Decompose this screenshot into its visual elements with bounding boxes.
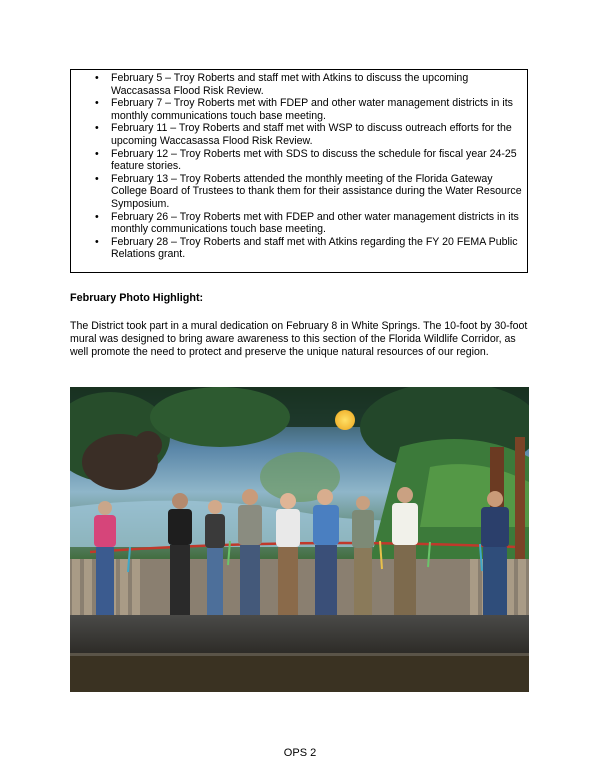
list-item: • February 28 – Troy Roberts and staff met with Atkins regarding the FY 20 FEMA Public Relations grant. bbox=[111, 236, 527, 261]
photo-highlight-paragraph: The District took part in a mural dedication on February 8 in White Springs. The 10-foot by 30-foot mural was designed to bring aware awareness to this section of the Florida Wildlife Corridor, as well promote the need to protect and preserve the unique natural resources of our region. bbox=[70, 320, 528, 358]
page-footer: OPS 2 bbox=[283, 747, 317, 759]
list-item: • February 13 – Troy Roberts attended the monthly meeting of the Florida Gateway College Board of Trustees to thank them for their assistance during the Water Resource Symposium. bbox=[111, 173, 527, 211]
mural-dedication-photo bbox=[70, 387, 529, 692]
list-item: • February 12 – Troy Roberts met with SDS to discuss the schedule for fiscal year 24-25 feature stories. bbox=[111, 148, 527, 173]
meetings-list bbox=[71, 70, 527, 261]
meetings-box bbox=[70, 69, 528, 273]
list-item: • February 26 – Troy Roberts met with FDEP and other water management districts in its monthly communications touch base meeting. bbox=[111, 211, 527, 236]
photo-highlight-heading: February Photo Highlight: bbox=[70, 292, 204, 304]
list-item: • February 5 – Troy Roberts and staff met with Atkins to discuss the upcoming Waccasassa Flood Risk Review. bbox=[111, 72, 527, 97]
list-item: • February 7 – Troy Roberts met with FDEP and other water management districts in its monthly communications touch base meeting. bbox=[111, 97, 527, 122]
list-item: • February 11 – Troy Roberts and staff met with WSP to discuss outreach efforts for the upcoming Waccasassa Flood Risk Review. bbox=[111, 122, 527, 147]
